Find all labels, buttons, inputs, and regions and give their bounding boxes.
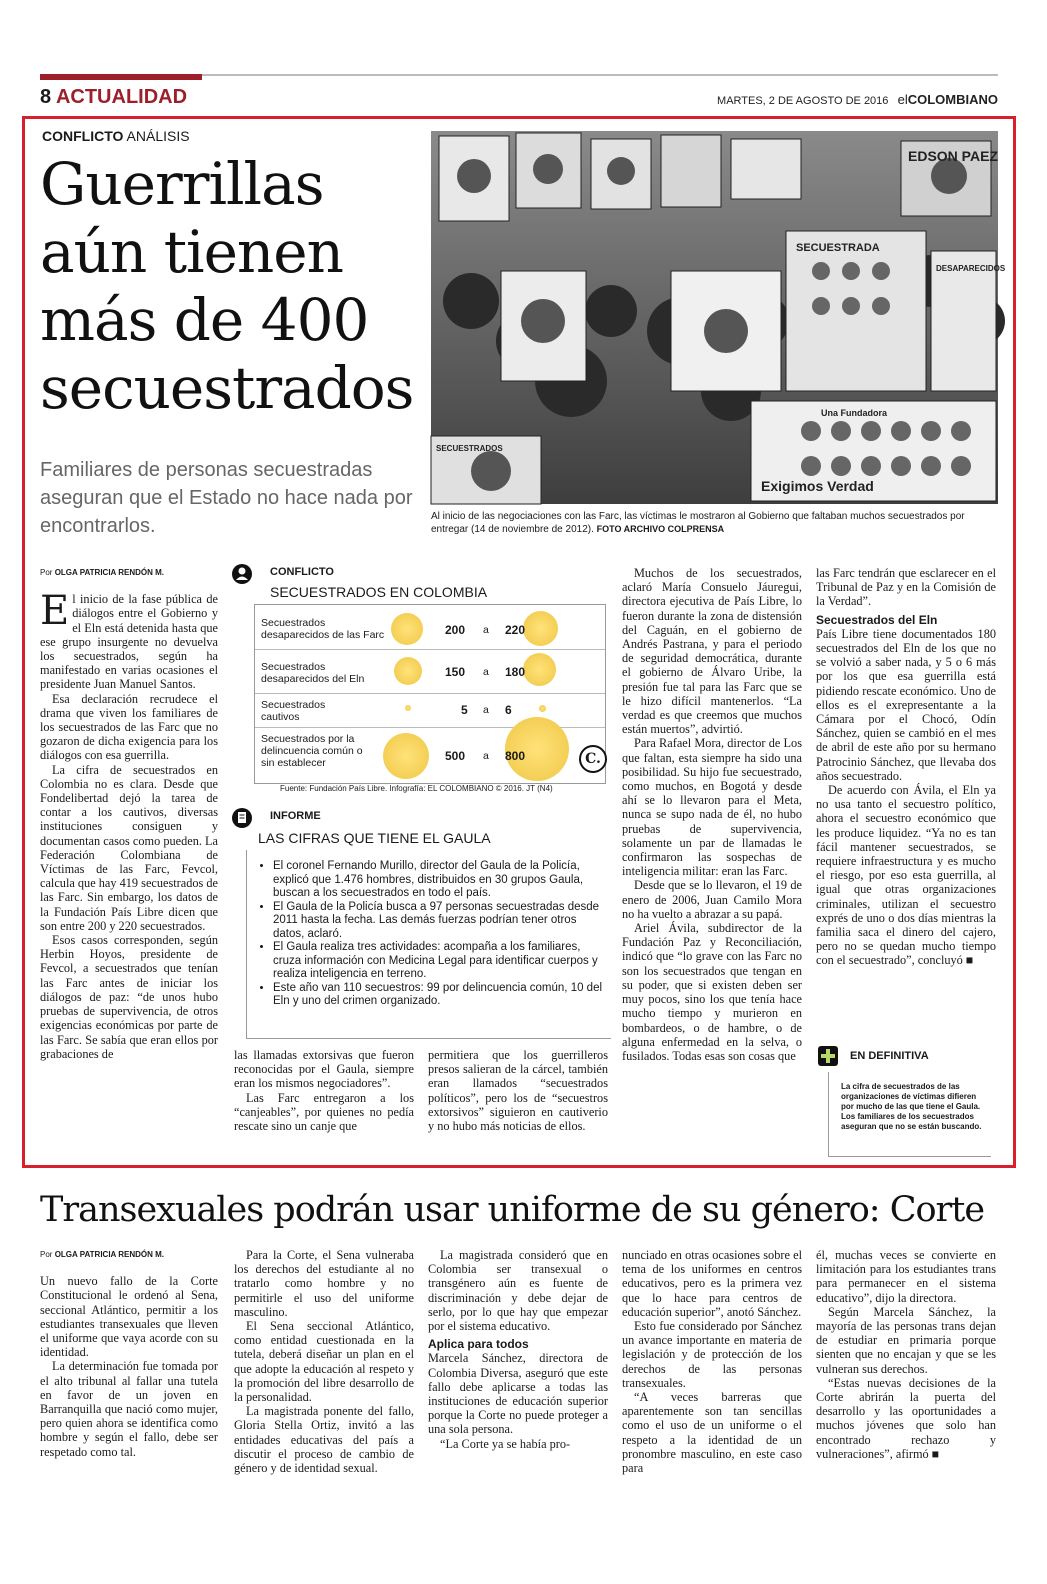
paragraph: él, muchas veces se convierte en limitación para los estudiantes trans para permanecer en el sistema educativo”, dijo la directora. bbox=[816, 1248, 996, 1305]
paragraph: Para Rafael Mora, director de Los que faltan, esta siempre ha sido una posibilidad. Su hijo fue secuestrado, como muchos, en Bogotá y desde ahí se lo llevaron para el Meta, nunca se supo nada de él, no hubo pruebas de supervivencia, solamente un par de llamadas le confirmaron las sospechas de inteligencia militar: eran las Farc. bbox=[622, 736, 802, 879]
infographic-secuestrados bbox=[232, 562, 617, 802]
lead-paragraph bbox=[40, 588, 218, 692]
second-headline: Transexuales podrán usar uniforme de su género: Corte bbox=[40, 1190, 985, 1230]
circle-high-cautivos bbox=[539, 705, 546, 712]
article-kicker bbox=[42, 128, 190, 144]
value-low: 500 bbox=[445, 749, 466, 763]
photo-sign-text: Una Fundadora bbox=[821, 408, 888, 418]
paragraph: Desde que se lo llevaron, el 19 de enero de 2006, Juan Camilo Mora no ha vuelto a abrazar a su papá. bbox=[622, 878, 802, 921]
second-column-4 bbox=[622, 1248, 802, 1475]
second-column-5 bbox=[816, 1248, 996, 1461]
end-mark: ■ bbox=[931, 1446, 940, 1461]
circle-low-farc bbox=[391, 613, 423, 645]
circle-high-farc bbox=[523, 611, 558, 646]
byline-name: OLGA PATRICIA RENDÓN M. bbox=[54, 568, 165, 577]
value-high: 6 bbox=[505, 703, 512, 717]
photo-sign-text: SECUESTRADOS bbox=[436, 444, 503, 453]
range-separator: a bbox=[483, 750, 489, 762]
definitiva-label: EN DEFINITIVA bbox=[850, 1050, 929, 1062]
paragraph: Ariel Ávila, subdirector de la Fundación Paz y Reconciliación, indicó que “lo grave con las Farc no son los secuestrados que tengan en su poder, que si existen deben ser muy pocos, sino los que tenía hace mucho tiempo y murieron en bombardeos, o de hambre, o de alguna enfermedad en la selva, o fusilados. Todas esas son cosas que bbox=[622, 921, 802, 1063]
row-label: Secuestrados desaparecidos de las Farc bbox=[261, 617, 385, 641]
infographic-table bbox=[254, 604, 606, 784]
section-bar bbox=[40, 74, 202, 80]
cross-icon bbox=[818, 1046, 838, 1066]
paragraph: País Libre tiene documentados 180 secuestrados del Eln de los que no se volvió a saber nada, y 5 o 6 más por los que esa guerrilla está pidiendo rescate económico. Uno de ellos es el exrepresentante a la Cámara por el Chocó, Odín Sánchez, quien se cambió en el mes de abril de este año por su hermano Patrocinio Sánchez, que llevaba dos años secuestrado. bbox=[816, 626, 996, 783]
article-column-4 bbox=[622, 566, 802, 1063]
photo-credit: FOTO ARCHIVO COLPRENSA bbox=[596, 524, 725, 534]
value-high: 180 bbox=[505, 665, 526, 679]
paper-name: COLOMBIANO bbox=[907, 92, 998, 107]
row-divider bbox=[255, 649, 605, 650]
infographic-source: Fuente: Fundación País Libre. Infografía: EL COLOMBIANO © 2016. JT (N4) bbox=[280, 784, 553, 793]
row-label: Secuestrados cautivos bbox=[261, 699, 326, 723]
article-column-2 bbox=[234, 1048, 414, 1133]
subheading: Secuestrados del Eln bbox=[816, 612, 938, 627]
informe-list bbox=[247, 860, 603, 1009]
informe-list-frame bbox=[246, 850, 611, 1039]
paragraph: El Sena seccional Atlántico, como entidad cuestionada en la tutela, deberá diseñar un plan en el que adopte la educación al respeto y la promoción del libre desarrollo de la personalidad. bbox=[234, 1319, 414, 1405]
list-item: • Este año van 110 secuestros: 99 por delincuencia común, 10 del Eln y uno del crimen organizado. bbox=[273, 982, 603, 1009]
definitiva-text: La cifra de secuestrados de las organizaciones de víctimas difieren por mucho de las que tiene el Gaula. Los familiares de los secuestrados aseguran que no se están buscando. bbox=[841, 1082, 982, 1131]
photo-sign-text: DESAPARECIDOS bbox=[936, 264, 1006, 273]
el-colombiano-logo: C. bbox=[579, 745, 607, 773]
paragraph: Para la Corte, el Sena vulneraba los derechos del estudiante al no tratarlo como hombre y no permitirle el uso del uniforme masculino. bbox=[234, 1248, 414, 1319]
value-high: 220 bbox=[505, 623, 526, 637]
definitiva-frame bbox=[828, 1072, 991, 1157]
photo-caption bbox=[431, 510, 998, 536]
article-column-1 bbox=[40, 566, 218, 1061]
page-header-left bbox=[40, 86, 187, 109]
headline-line: Guerrillas bbox=[40, 150, 324, 218]
circle-high-eln bbox=[523, 653, 556, 686]
subheading: Aplica para todos bbox=[428, 1337, 529, 1352]
paragraph: Muchos de los secuestrados, aclaró María Consuelo Jáuregui, directora ejecutiva de País Libre, lo fueron durante la zona de distensión del Caguán, en el gobierno de Andrés Pastrana, y para el periodo de seguridad democrática, durante el gobierno de Álvaro Uribe, la presión fue tal para las Farc que se le hizo difícil mantenerlos. “La verdad es que creemos que muchos están muertos”, advirtió. bbox=[622, 566, 802, 737]
protest-photo-graphic bbox=[431, 131, 1006, 504]
paragraph: La magistrada ponente del fallo, Gloria Stella Ortiz, invitó a las entidades educativas del país a discutir el proceso de cambio de género y de identidad sexual. bbox=[234, 1404, 414, 1476]
second-column-2 bbox=[234, 1248, 414, 1475]
informe-label: INFORME bbox=[270, 810, 321, 822]
paragraph bbox=[816, 783, 996, 968]
paragraph: permitiera que los guerrilleros presos salieran de la cárcel, también eran llamados “secuestrados políticos”, pero los de “secuestros extorsivos” siguieron en cautiverio y no hubo más noticias de ellos. bbox=[428, 1048, 608, 1134]
second-column-1 bbox=[40, 1248, 218, 1459]
paragraph: Esa declaración recrudece el drama que viven los familiares de los secuestrados de las Farc que no gozaron de dicha exigencia para los diálogos con esa guerrilla. bbox=[40, 691, 218, 763]
article-column-3 bbox=[428, 1048, 608, 1133]
paragraph: las Farc tendrán que esclarecer en el Tribunal de Paz y en la Comisión de la Verdad”. bbox=[816, 566, 996, 609]
infographic-label: CONFLICTO bbox=[270, 566, 334, 578]
person-icon bbox=[232, 564, 252, 584]
section-name: ACTUALIDAD bbox=[55, 86, 188, 108]
article-subhead: Familiares de personas secuestradas aseguran que el Estado no hace nada por encontrarlos. bbox=[40, 459, 413, 537]
issue-date: MARTES, 2 DE AGOSTO DE 2016 bbox=[717, 95, 889, 107]
informe-box bbox=[232, 806, 617, 1036]
paragraph bbox=[816, 1376, 996, 1461]
kicker-bold: CONFLICTO bbox=[42, 128, 124, 144]
byline-name: OLGA PATRICIA RENDÓN M. bbox=[54, 1250, 165, 1259]
main-headline bbox=[40, 150, 430, 422]
photo-sign-text: SECUESTRADA bbox=[796, 242, 880, 254]
row-label: Secuestrados por la delincuencia común o sin establecer bbox=[261, 733, 363, 769]
paragraph: nunciado en otras ocasiones sobre el tema de los uniformes en centros educativos, pero es la primera vez que lo hace para centros de educación superior”, anotó Sánchez. bbox=[622, 1248, 802, 1319]
value-low: 5 bbox=[461, 703, 468, 717]
byline-prefix: Por bbox=[40, 1250, 53, 1259]
paragraph: Esto fue considerado por Sánchez un avance importante en materia de legislación y de protección de los derechos de las personas transexuales. bbox=[622, 1319, 802, 1390]
byline bbox=[40, 1248, 218, 1262]
document-icon bbox=[232, 808, 252, 828]
headline-line: más de 400 bbox=[40, 286, 369, 354]
row-label: Secuestrados desaparecidos del Eln bbox=[261, 661, 365, 685]
end-mark: ■ bbox=[965, 953, 974, 968]
circle-low-delincuencia bbox=[383, 733, 429, 779]
paper-prefix: el bbox=[897, 92, 908, 107]
value-low: 150 bbox=[445, 665, 466, 679]
paragraph: La determinación fue tomada por el alto tribunal al fallar una tutela en favor de un joven en Barranquilla que nació como mujer, pero quien ahora se identifica como hombre y según el fallo, debe ser respetado como tal. bbox=[40, 1359, 218, 1459]
paragraph: La magistrada consideró que en Colombia ser transexual o transgénero aún es fuente de discriminación y debe dejar de serlo, por lo que hay que empezar por el sistema educativo. bbox=[428, 1248, 608, 1334]
paragraph-text: “Estas nuevas decisiones de la Corte abrirán la puerta del desarrollo y las oportunidades a muchos jóvenes que solo han encontrado rechazo y vulneraciones”, afirmó bbox=[816, 1375, 996, 1461]
protest-photo bbox=[431, 131, 1006, 504]
byline bbox=[40, 566, 218, 580]
circle-low-eln bbox=[394, 657, 422, 685]
row-divider bbox=[255, 693, 605, 694]
lead-text: l inicio de la fase pública de diálogos entre el Gobierno y el Eln está detenida hasta que ese grupo insurgente no devuelva los secuestrados, según ha manifestado en varias ocasiones el presidente Juan Manuel Santos. bbox=[40, 592, 218, 692]
list-item: • El Gaula de la Policía busca a 97 personas secuestradas desde 2011 hasta la fecha. Las demás fuerzas podrían tener otros datos, aclaró. bbox=[273, 901, 603, 942]
paragraph: Las Farc entregaron a los “canjeables”, por quienes no pedía rescate sino un canje que bbox=[234, 1090, 414, 1134]
en-definitiva-box bbox=[816, 1046, 996, 1156]
byline-prefix: Por bbox=[40, 568, 53, 577]
photo-sign-text: EDSON PAEZ bbox=[908, 148, 998, 164]
headline-line: aún tienen bbox=[40, 218, 343, 286]
second-column-3 bbox=[428, 1248, 608, 1451]
kicker-light: ANÁLISIS bbox=[126, 128, 190, 144]
range-separator: a bbox=[483, 624, 489, 636]
paragraph-text: De acuerdo con Ávila, el Eln ya no usa tanto el secuestro político, ahora el secuestro económico que les produce liquidez. “Ya no es tan fácil mantener secuestrados, se requiere infraestructura y es mucho el riesgo, por eso esta guerrilla, al igual que otras organizaciones criminales, utilizan el secuestro exprés de uno o dos días mientras la familia saca el dinero del cajero, pero no se quedan mucho tiempo con el secuestrado”, concluyó bbox=[816, 783, 996, 968]
range-separator: a bbox=[483, 704, 489, 716]
paragraph: Esos casos corresponden, según Herbin Hoyos, presidente de Fevcol, a secuestrados que tenían las Farc antes de iniciar los diálogos de paz: “de unos hubo pruebas de supervivencia, de otros exigencias económicas por parte de las Farc. Se sabía que eran ellos por grabaciones de bbox=[40, 933, 218, 1061]
paragraph: “A veces barreras que aparentemente son tan sencillas como el uso de un uniforme o el respeto a la identidad de un pronombre masculino, en este caso para bbox=[622, 1390, 802, 1476]
paragraph: Marcela Sánchez, directora de Colombia Diversa, aseguró que este fallo debe aplicarse a todas las instituciones de educación superior porque la Corte no puede proteger a una sola persona. bbox=[428, 1351, 608, 1437]
headline-line: secuestrados bbox=[40, 354, 414, 422]
informe-title: LAS CIFRAS QUE TIENE EL GAULA bbox=[258, 830, 491, 846]
page-header-right bbox=[717, 92, 998, 107]
photo-sign-text: Exigimos Verdad bbox=[761, 478, 874, 494]
infographic-title: SECUESTRADOS EN COLOMBIA bbox=[270, 584, 488, 600]
paragraph: “La Corte ya se había pro- bbox=[440, 1436, 571, 1451]
paragraph: La cifra de secuestrados en Colombia no es clara. Desde que Fondelibertad dejó la tarea de contar a los cautivos, diversas instituciones consiguen y documentan casos como pueden. La Federación Colombiana de Víctimas de las Farc, Fevcol, calcula que hay 419 secuestrados de las Farc. Sin embargo, los datos de la Fundación País Libre dicen que son entre 200 y 220 secuestrados. bbox=[40, 762, 218, 933]
value-low: 200 bbox=[445, 623, 466, 637]
paragraph: Según Marcela Sánchez, la mayoría de las personas trans dejan de estudiar en primaria porque sienten que no encajan y que se les vulneran sus derechos. bbox=[816, 1304, 996, 1376]
list-item: • El coronel Fernando Murillo, director del Gaula de la Policía, explicó que 1.476 hombres, distribuidos en 30 grupos Gaula, buscan a los secuestrados en todo el país. bbox=[273, 860, 603, 901]
range-separator: a bbox=[483, 666, 489, 678]
list-item: • El Gaula realiza tres actividades: acompaña a los familiares, cruza información con Medicina Legal para identificar cuerpos y realiza inteligencia en terreno. bbox=[273, 941, 603, 982]
caption-text: Al inicio de las negociaciones con las Farc, las víctimas le mostraron al Gobierno que faltaban muchos secuestrados por entregar (14 de noviembre de 2012). bbox=[431, 511, 965, 535]
page-number: 8 bbox=[40, 86, 52, 108]
article-column-5 bbox=[816, 566, 996, 968]
circle-low-cautivos bbox=[405, 705, 411, 711]
drop-cap: E bbox=[40, 588, 70, 635]
value-high: 800 bbox=[505, 749, 526, 763]
paragraph: Un nuevo fallo de la Corte Constitucional le ordenó al Sena, seccional Atlántico, permitir a los estudiantes transexuales que lleven el uniforme que vaya acorde con su identidad. bbox=[40, 1274, 218, 1360]
paragraph: las llamadas extorsivas que fueron reconocidas por el Gaula, siempre eran los mismos negociadores”. bbox=[234, 1048, 414, 1091]
